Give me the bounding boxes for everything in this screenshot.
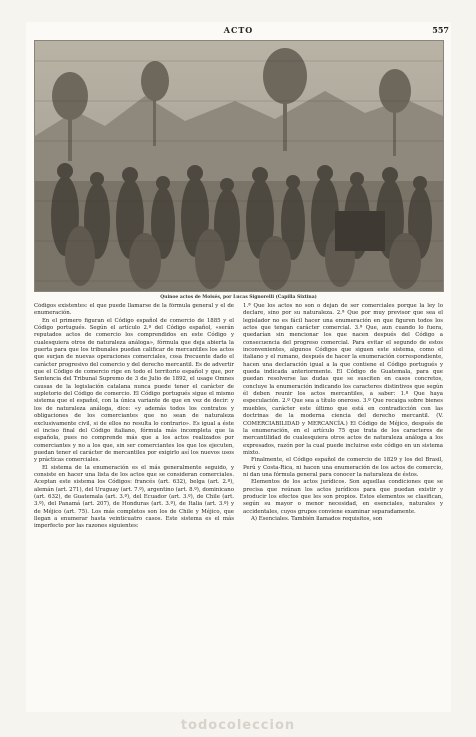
paragraph: Finalmente, el Código español de comercio de 1829 y los del Brasil, Perú y Costa-Rica, ni hacen una enumeración de los actos de comercio, ni dan una fórmula general para conocer la naturaleza de éstos. (243, 457, 443, 478)
running-title: ACTO (223, 25, 254, 35)
paragraph: A) Esenciales. También llamados requisitos, son (251, 515, 383, 522)
page-number: 557 (432, 25, 449, 35)
text-column-left (34, 303, 234, 708)
engraving-artwork (35, 41, 443, 291)
paragraph: El sistema de la enumeración es el más generalmente seguido, y consiste en hacer una lista de los actos que se consideran comerciales. Aceptan este sistema los Códigos: francés (art. 632), belga (art. 2.º), alemán (art. 271), del Uruguay (art. 7.º), argentino (art. 8.º), dominicano (art. 632), de Guatemala (art. 3.º), del Ecuador (art. 3.º), de Chile (art. 3.º), del Panamá (art. 207), de Honduras (art. 3.º), de Italia (art. 3.º) y de Méjico (art. 75). Los más completos son los de Chile y Méjico, que llegan a enumerar hasta veinticuatro casos. Este sistema es el más imperfecto por las razones siguientes: (34, 464, 234, 530)
engraving-illustration (34, 40, 444, 292)
paragraph: En el primero figuran el Código español de comercio de 1885 y el Código portugués. Según el artículo 2.º del Código español, «serán reputados actos de comercio los comprendidos en este Código y cualesquiera otros de naturaleza análoga», fórmula que deja abierta la puerta para que los tribunales puedan calificar de mercantiles los actos que surjan de nuevas operaciones comerciales, cosa frecuente dado el carácter progresivo del comercio y del derecho mercantil. Es de advertir que el Código de comercio rige en todo el territorio español y que, por Sentencia del Tribunal Supremo de 3 de Julio de 1892, el usage Omnes causas de la legislación catalana nunca puede tener el carácter de supletorio del Código de comercio. El Código portugués sigue el mismo sistema que el español, con la única variante de que en vez de decir: y los de naturaleza análoga, dice: «y además todos los contratos y obligaciones de los comerciantes que no sean de naturaleza exclusivamente civil, si de ellos no resulta lo contrario». Es igual a éste el inciso final del Código italiano, fórmula más incompleta que la española, pues no comprende más que a los actos realizados por comerciantes y no a los que, sin ser comerciantes los que los ejecuten, puedan tener el carácter de mercantiles por exigirlo así los nuevos usos y prácticas comerciales. (34, 317, 234, 464)
paragraph: Elementos de los actos jurídicos. Son aquellas condiciones que se precisa que reúnan los actos jurídicos para que puedan existir y producir los efectos que les son propios. Estos elementos se clasifican, según su mayor o menor necesidad, en esenciales, naturales y accidentales, cuyos grupos conviene examinar separadamente. (243, 479, 443, 515)
running-header (26, 22, 451, 38)
watermark: todocoleccion (180, 718, 296, 733)
paragraph: Códigos existentes: el que puede llamarse de la fórmula general y el de enumeración. (34, 303, 234, 317)
scanned-page (26, 22, 451, 712)
figure-caption: Quinoe actos de Moisés, por Lucas Signorelli (Capilla Sixtina) (160, 295, 317, 300)
text-column-right (243, 303, 443, 708)
paragraph: 1.ª Que los actos no son o dejan de ser comerciales porque la ley lo declare, sino por su naturaleza. 2.ª Que por muy previsor que sea el legislador no es fácil hacer una enumeración en que figuren todos los actos que tengan carácter comercial. 3.ª Que, aun cuando lo fuera, quedarían sin mencionar los que nacen después del Código a consecuencia del progreso comercial. Para evitar el segundo de estos inconvenientes, algunos Códigos que siguen este sistema, como el italiano y el rumano, después de hacer la enumeración correspondiente, hacen una declaración igual a la que contiene el Código portugués y queda indicada anteriormente. El Código de Guatemala, para que puedan resolverse las dudas que se susciten en casos concretos, concluye la enumeración indicando los caracteres distintivos que según él deben reunir los actos mercantiles, a saber: 1.º Que haya especulación. 2.º Que sea a título oneroso. 3.º Que recaiga sobre bienes muebles, carácter este último que está en contradicción con las doctrinas de la moderna ciencia del derecho mercantil. (V. COMERCIABILIDAD y MERCANCÍA.) El Código de Méjico, después de la enumeración, en el artículo 75 que trata de los caracteres de mercantilidad de cualesquiera otros actos de naturaleza análoga a los expresados, razón por la cual puede incluirse este código en un sistema mixto. (243, 303, 443, 456)
